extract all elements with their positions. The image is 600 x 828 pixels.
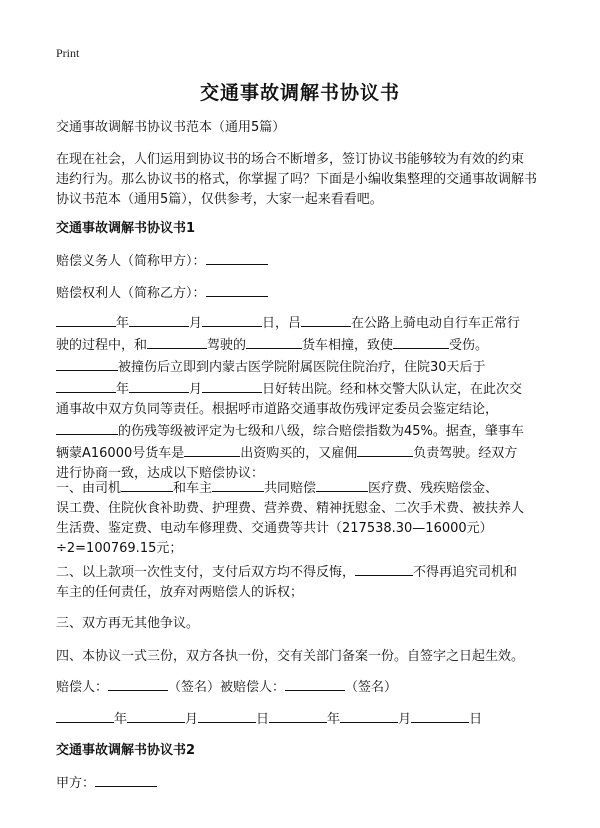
paragraph-line: 通事故中双方负同等责任。根据呼市道路交通事故伤残评定委员会鉴定结论，: [56, 402, 499, 417]
clause-2: [56, 561, 560, 603]
paragraph-line: 进行协商一致，达成以下赔偿协议：: [56, 466, 265, 481]
accident-paragraph: [56, 312, 560, 484]
intro-line: 在现在社会，人们运用到协议书的场合不断增多，签订协议书能够较为有效的约束: [56, 152, 525, 167]
intro-line: 违约行为。那么协议书的格式，你掌握了吗？下面是小编收集整理的交通事故调解书: [56, 172, 538, 187]
page-title: 交通事故调解书协议书: [199, 82, 400, 104]
section-heading-1: 交通事故调解书协议书1: [56, 221, 196, 236]
sign-label-1: （签名）被赔偿人：: [168, 680, 286, 695]
payee-blank: [285, 676, 345, 691]
paragraph-line: 年 月 日好转出院。经和林交警大队认定，在此次交: [56, 378, 560, 400]
paragraph-line: 的伤残等级被评定为七级和八级，综合赔偿指数为45%。据查，肇事车: [56, 420, 560, 442]
section-heading-2: 交通事故调解书协议书2: [56, 743, 196, 758]
intro-line: 协议书范本（通用5篇），仅供参考，大家一起来看看吧。: [56, 192, 383, 207]
section2-party-a-label: 甲方：: [56, 776, 96, 791]
paragraph-line: 被撞伤后立即到内蒙古医学院附属医院住院治疗，住院30天后于: [56, 356, 560, 378]
party-a-label: 赔偿义务人（简称甲方）：: [56, 254, 206, 269]
subtitle: 交通事故调解书协议书范本（通用5篇）: [56, 120, 286, 135]
party-a-line: [56, 250, 560, 272]
paragraph-line: 辆蒙A16000号货车是 出资购买的，又雇佣 负责驾驶。经双方: [56, 442, 560, 464]
paragraph-line: 生活费、鉴定费、电动车修理费、交通费等共计（217538.30—16000元）: [56, 521, 493, 536]
paragraph-line: 年 月 日，吕 在公路上骑电动自行车正常行: [56, 312, 560, 334]
paragraph-line: 一、由司机 和车主 共同赔偿 医疗费、残疾赔偿金、: [56, 477, 560, 499]
section2-party-a-line: [56, 772, 560, 794]
party-a-blank: [206, 250, 268, 265]
paragraph-line: 驶的过程中，和 驾驶的 货车相撞，致使 受伤。: [56, 334, 560, 356]
section2-party-a-blank: [95, 772, 157, 787]
date-row: 年 月 日 年 月 日: [56, 708, 560, 730]
signature-line: [56, 676, 560, 698]
paragraph-line: 二、以上款项一次性支付，支付后双方均不得反悔， 不得再追究司机和: [56, 561, 560, 583]
intro-paragraph: [56, 150, 560, 210]
clause-3: 三、双方再无其他争议。: [56, 616, 200, 631]
payer-label: 赔偿人：: [56, 680, 109, 695]
sign-label-2: （签名）: [345, 680, 398, 695]
payer-blank: [108, 676, 168, 691]
print-link[interactable]: Print: [56, 46, 80, 60]
party-b-blank: [206, 282, 268, 297]
clause-1: [56, 477, 560, 559]
paragraph-line: 车主的任何责任，放弃对两赔偿人的诉权；: [56, 585, 304, 600]
clause-4: 四、本协议一式三份，双方各执一份，交有关部门备案一份。自签字之日起生效。: [56, 649, 525, 664]
paragraph-line: 误工费、住院伙食补助费、护理费、营养费、精神抚慰金、二次手术费、被扶养人: [56, 501, 525, 516]
party-b-label: 赔偿权利人（简称乙方）：: [56, 286, 206, 301]
paragraph-line: ÷2=100769.15元；: [56, 541, 183, 556]
party-b-line: [56, 282, 560, 304]
